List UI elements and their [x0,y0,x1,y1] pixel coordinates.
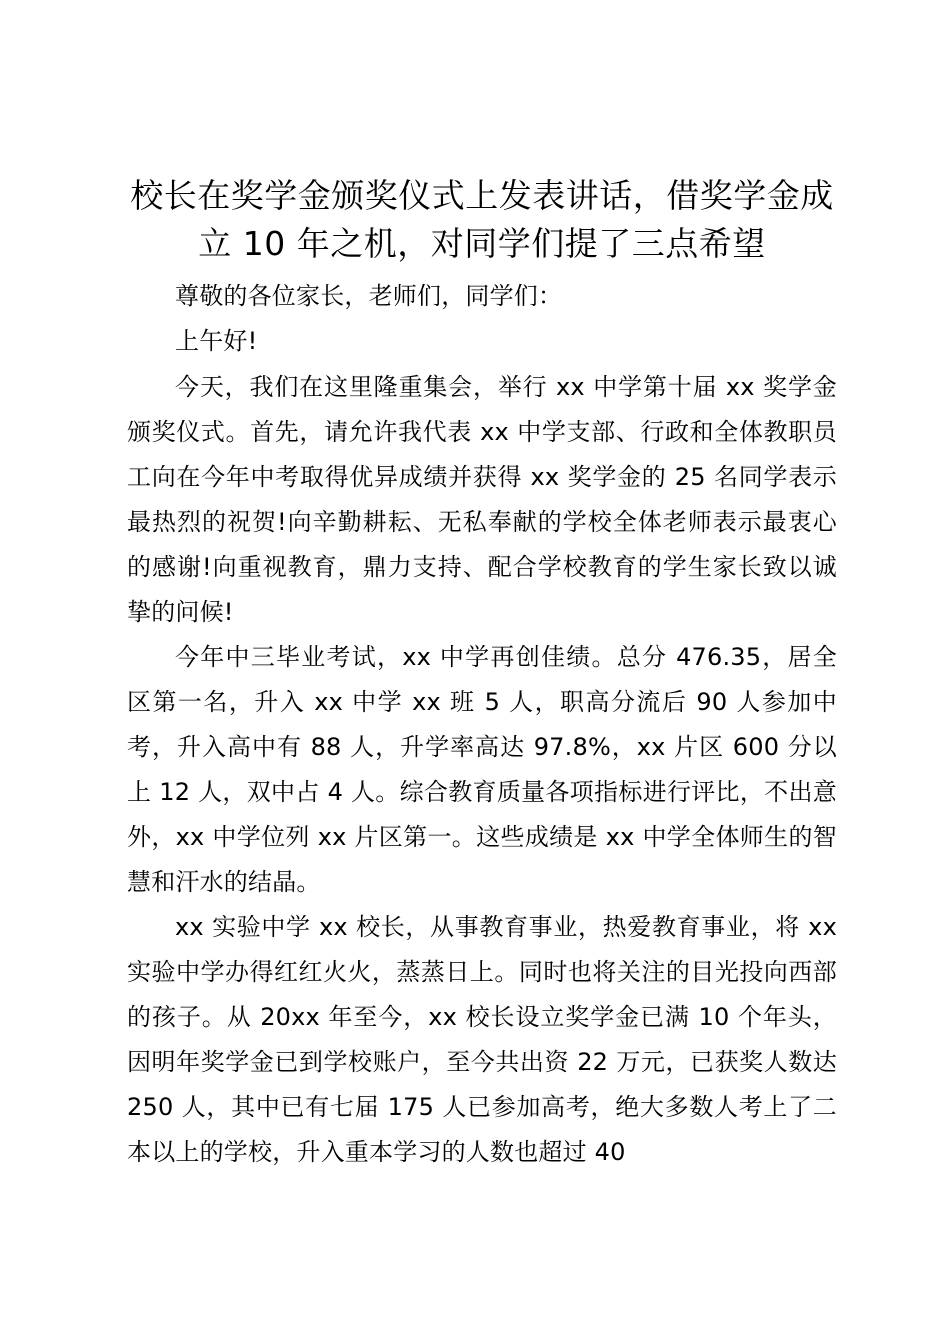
paragraph-opening: 今天，我们在这里隆重集会，举行 xx 中学第十届 xx 奖学金颁奖仪式。首先，请允许我代表 xx 中学支部、行政和全体教职员工向在今年中考取得优异成绩并获得 xx 奖学金的 25 名同学表示最热烈的祝贺!向辛勤耕耘、无私奉献的学校全体老师表示最衷心的感谢!向重视教育，鼎力支持、配合学校教育的学生家长致以诚挚的问候! [127,373,837,626]
paragraph-scholarship: xx 实验中学 xx 校长，从事教育事业，热爱教育事业，将 xx 实验中学办得红红火火，蒸蒸日上。同时也将关注的目光投向西部的孩子。从 20xx 年至今，xx 校长设立奖学金已满 10 个年头，因明年奖学金已到学校账户，至今共出资 22 万元，已获奖人数达 250 人，其中已有七届 175 人已参加高考，绝大多数人考上了二本以上的学校，升入重本学习的人数也超过 40 [127,913,837,1166]
document-page [127,172,837,1175]
document-title: 校长在奖学金颁奖仪式上发表讲话，借奖学金成立 10 年之机，对同学们提了三点希望 [130,176,834,263]
paragraph-results: 今年中三毕业考试，xx 中学再创佳绩。总分 476.35，居全区第一名，升入 xx 中学 xx 班 5 人，职高分流后 90 人参加中考，升入高中有 88 人，升学率高达 97.8%，xx 片区 600 分以上 12 人，双中占 4 人。综合教育质量各项指标进行评比，不出意外，xx 中学位列 xx 片区第一。这些成绩是 xx 中学全体师生的智慧和汗水的结晶。 [127,643,837,896]
greeting: 上午好! [175,327,258,355]
salutation: 尊敬的各位家长，老师们，同学们： [175,282,563,310]
